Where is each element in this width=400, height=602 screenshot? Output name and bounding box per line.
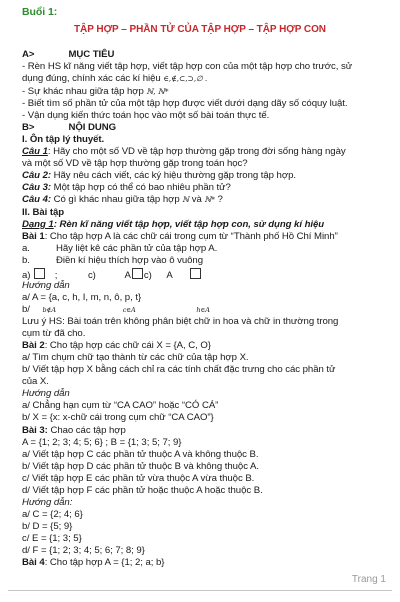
question-1: Câu 1: Hãy cho một số VD về tập hợp thường gặp trong đời sống hàng ngày	[22, 146, 346, 157]
goal-sets: ℕ, ℕ*	[146, 87, 169, 96]
guide-heading: Hướng dẫn:	[22, 497, 73, 508]
answer-box[interactable]	[132, 268, 143, 279]
part-1-heading: I. Ôn tập lý thuyết.	[22, 134, 105, 145]
exercise-1-b: b. Điền kí hiệu thích hợp vào ô vuông	[22, 255, 203, 266]
exercise-2: Bài 2: Cho tập hợp các chữ cái X = {A, C, O}	[22, 340, 211, 351]
question-4: Câu 4: Có gì khác nhau giữa tập hợp ℕ và ℕ* ?	[22, 194, 223, 205]
page-number: Trang 1	[351, 574, 386, 585]
goal-symbols: ∈,∉,⊂,⊃,∅ .	[163, 74, 208, 83]
exercise-2-a: a/ Tìm chụm chữ tạo thành từ các chữ của tập hợp X.	[22, 352, 249, 363]
goal-line-2: dụng đúng, chính xác các kí hiệu ∈,∉,⊂,⊃,∅ .	[22, 73, 208, 84]
footer-divider	[8, 590, 392, 591]
exercise-1: Bài 1: Cho tập hợp A là các chữ cái trong cụm từ “Thành phố Hồ Chí Minh”	[22, 231, 338, 242]
exercise-3: Bài 3: Chao các tập hợp	[22, 425, 126, 436]
exercise-3-a: a/ Viết tập hợp C các phần tử thuộc A và không thuộc B.	[22, 449, 259, 460]
answer-2-b: b/ X = {x: x-chữ cái trong cụm chữ “CA CAO”}	[22, 412, 214, 423]
answer-1-a: a/ A = {a, c, h, I, m, n, ô, p, t}	[22, 292, 142, 303]
guide-heading: Hướng dẫn	[22, 388, 70, 399]
question-1-cont: và một số VD về tập hợp thường gặp trong toán học?	[22, 158, 248, 169]
answer-3-c: c/ E = {1; 3; 5}	[22, 533, 82, 544]
answer-box[interactable]	[34, 268, 45, 279]
guide-heading: Hướng dẫn	[22, 280, 70, 291]
exercise-3-b: b/ Viết tập hợp D các phần tử thuộc B và không thuộc A.	[22, 461, 259, 472]
exercise-2-b: b/ Viết tập hợp X bằng cách chỉ ra các tính chất đặc trưng cho các phần tử	[22, 364, 336, 375]
goal-line-3: - Sự khác nhau giữa tập hợp ℕ, ℕ*	[22, 86, 169, 97]
goal-line-4: - Biết tìm số phần tử của một tập hợp được viết dưới dạng dãy số cóquy luật.	[22, 98, 348, 109]
exercise-4: Bài 4: Cho tập hợp A = {1; 2; a; b}	[22, 557, 165, 568]
section-a-heading: A> MỤC TIÊU	[22, 49, 115, 60]
question-3: Câu 3: Một tập hợp có thể có bao nhiêu phần tử?	[22, 182, 231, 193]
goal-line-5: - Vận dụng kiến thức toán học vào một số bài toán thực tế.	[22, 110, 270, 121]
page-title: TẬP HỢP – PHẦN TỬ CỦA TẬP HỢP – TẬP HỢP CON	[74, 24, 326, 35]
note-1-cont: cụm từ đã cho.	[22, 328, 86, 339]
answer-box[interactable]	[190, 268, 201, 279]
goal-line-1: - Rèn HS kĩ năng viết tập hợp, viết tập hợp con của một tập hợp cho trước, sử	[22, 61, 353, 72]
exercise-3-d: d/ Viết tập hợp F các phần tử hoặc thuộc A hoặc thuộc B.	[22, 485, 263, 496]
part-2-heading: II. Bài tập	[22, 207, 65, 218]
exercise-3-sets: A = {1; 2; 3; 4; 5; 6} ; B = {1; 3; 5; 7; 9}	[22, 437, 182, 448]
session-label: Buổi 1:	[22, 6, 58, 18]
question-2: Câu 2: Hãy nêu cách viết, các ký hiệu thường gặp trong tập hợp.	[22, 170, 296, 181]
exercise-2-b-cont: của X.	[22, 376, 49, 387]
exercise-1-a: a. Hãy liệt kê các phần tử của tập hợp A.	[22, 243, 218, 254]
answer-3-b: b/ D = {5; 9}	[22, 521, 73, 532]
exercise-3-c: c/ Viết tập hợp E các phần tử vừa thuộc A vừa thuộc B.	[22, 473, 255, 484]
note-1: Lưu ý HS: Bài toán trên không phân biệt chữ in hoa và chữ in thường trong	[22, 316, 339, 327]
answer-3-d: d/ F = {1; 2; 3; 4; 5; 6; 7; 8; 9}	[22, 545, 145, 556]
answer-2-a: a/ Chẳng hạn cụm từ “CA CAO” hoặc “CÓ CÁ”	[22, 400, 219, 411]
section-b-heading: B> NỘI DUNG	[22, 122, 117, 133]
answer-1-b: b/ b∉A c∈A h∈A	[22, 304, 210, 315]
exercise-1-boxes: a) ; c) A c) A	[22, 268, 386, 282]
form-1-heading: Dạng 1: Rèn kĩ năng viết tập hợp, viết tập hợp con, sử dụng kí hiệu	[22, 219, 325, 230]
answer-3-a: a/ C = {2; 4; 6}	[22, 509, 83, 520]
